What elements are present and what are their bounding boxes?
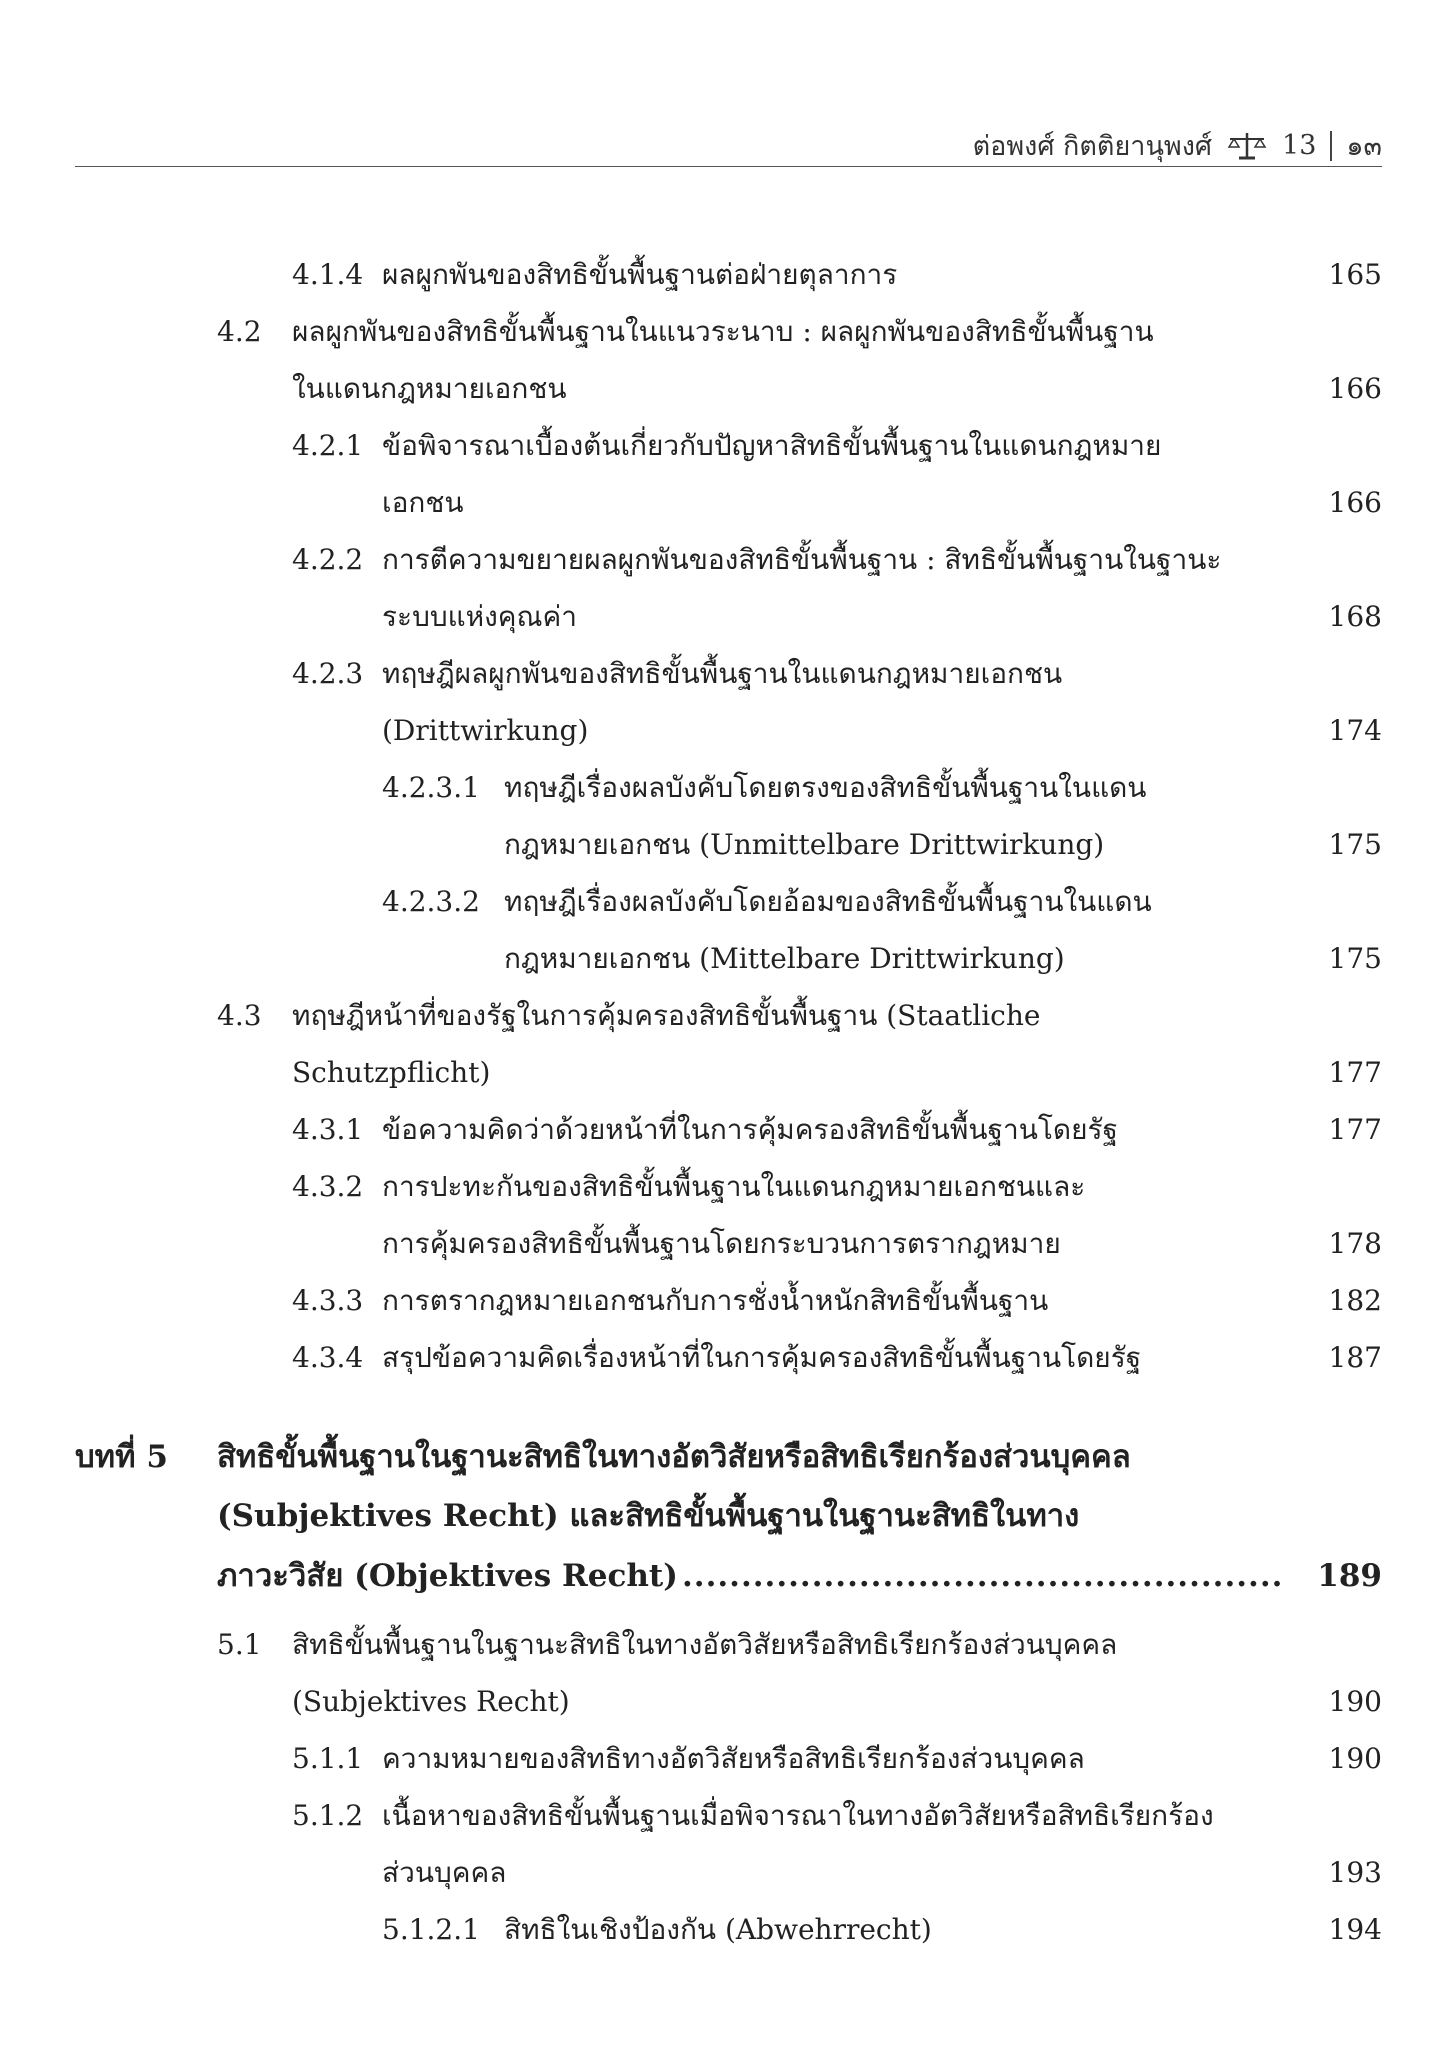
toc-entry-line — [0, 369, 1448, 409]
header-separator — [1330, 131, 1332, 161]
chapter-title: (Subjektives Recht) และสิทธิขั้นพื้นฐานในฐานะสิทธิในทาง — [217, 1498, 1080, 1534]
page-reference: 174 — [1328, 714, 1382, 747]
section-title: ส่วนบุคคล — [382, 1856, 507, 1889]
toc-entry-line — [0, 939, 1448, 979]
header-rule — [75, 166, 1382, 167]
page-reference: 190 — [1328, 1742, 1382, 1775]
toc-entry-line — [0, 426, 1448, 466]
toc-entry-line — [0, 882, 1448, 922]
section-title: ระบบแห่งคุณค่า — [382, 600, 577, 633]
page-reference: 166 — [1328, 486, 1382, 519]
toc-entry-line — [0, 483, 1448, 523]
section-title: (Drittwirkung) — [382, 714, 589, 747]
chapter-heading-line — [0, 1437, 1448, 1477]
section-number: 4.2.2 — [292, 543, 364, 576]
toc-entry-line — [0, 1110, 1448, 1150]
section-title: ข้อความคิดว่าด้วยหน้าที่ในการคุ้มครองสิทธิขั้นพื้นฐานโดยรัฐ — [382, 1113, 1118, 1146]
page-reference: 194 — [1328, 1913, 1382, 1946]
toc-entry-line — [0, 711, 1448, 751]
section-number: 4.1.4 — [292, 258, 364, 291]
toc-entry-line — [0, 1281, 1448, 1321]
section-number: 5.1.1 — [292, 1742, 364, 1775]
section-number: 5.1 — [217, 1628, 262, 1661]
section-title: กฎหมายเอกชน (Mittelbare Drittwirkung) — [504, 942, 1065, 975]
toc-entry-line — [0, 1682, 1448, 1722]
section-number: 4.3.4 — [292, 1341, 364, 1374]
toc-entry-line — [0, 654, 1448, 694]
section-number: 4.2.3.2 — [382, 885, 480, 918]
section-number: 4.3.2 — [292, 1170, 364, 1203]
toc-entry-line — [0, 1910, 1448, 1950]
section-title: ทฤษฎีผลผูกพันของสิทธิขั้นพื้นฐานในแดนกฎหมายเอกชน — [382, 657, 1063, 690]
page-reference: 175 — [1328, 828, 1382, 861]
section-title: ข้อพิจารณาเบื้องต้นเกี่ยวกับปัญหาสิทธิขั้นพื้นฐานในแดนกฎหมาย — [382, 429, 1162, 462]
toc-entry-line — [0, 255, 1448, 295]
section-number: 4.2.3 — [292, 657, 364, 690]
page-reference: 187 — [1328, 1341, 1382, 1374]
section-title: (Subjektives Recht) — [292, 1685, 570, 1718]
author-name: ต่อพงศ์ กิตติยานุพงศ์ — [972, 131, 1213, 162]
section-title: ผลผูกพันของสิทธิขั้นพื้นฐานในแนวระนาบ : ผลผูกพันของสิทธิขั้นพื้นฐาน — [292, 315, 1154, 348]
scales-of-justice-icon — [1226, 131, 1268, 161]
toc-entry-line — [0, 996, 1448, 1036]
page-reference: 190 — [1328, 1685, 1382, 1718]
toc-entry-line — [0, 825, 1448, 865]
toc-entry-line — [0, 1625, 1448, 1665]
chapter-number: บทที่ 5 — [75, 1439, 168, 1475]
page-reference: 166 — [1328, 372, 1382, 405]
section-number: 4.2 — [217, 315, 262, 348]
running-header — [973, 124, 1382, 167]
page-reference: 182 — [1328, 1284, 1382, 1317]
toc-entry-line — [0, 597, 1448, 637]
page-reference: 175 — [1328, 942, 1382, 975]
section-title: การคุ้มครองสิทธิขั้นพื้นฐานโดยกระบวนการตรากฎหมาย — [382, 1227, 1061, 1260]
section-number: 4.3 — [217, 999, 262, 1032]
section-title: เอกชน — [382, 486, 464, 519]
toc-entry-line — [0, 1739, 1448, 1779]
page-reference: 177 — [1328, 1113, 1382, 1146]
chapter-title: สิทธิขั้นพื้นฐานในฐานะสิทธิในทางอัตวิสัยหรือสิทธิเรียกร้องส่วนบุคคล — [217, 1439, 1131, 1475]
toc-entry-line — [0, 768, 1448, 808]
section-number: 4.2.1 — [292, 429, 364, 462]
section-title: ทฤษฎีเรื่องผลบังคับโดยตรงของสิทธิขั้นพื้นฐานในแดน — [504, 771, 1147, 804]
toc-entry-line — [0, 540, 1448, 580]
chapter-title: ภาวะวิสัย (Objektives Recht) — [217, 1558, 678, 1594]
section-title: ในแดนกฎหมายเอกชน — [292, 372, 567, 405]
toc-entry-line — [0, 1853, 1448, 1893]
chapter-page-reference: 189 — [1317, 1558, 1382, 1594]
section-title: การตรากฎหมายเอกชนกับการชั่งน้ำหนักสิทธิขั้นพื้นฐาน — [382, 1284, 1049, 1317]
section-title: ผลผูกพันของสิทธิขั้นพื้นฐานต่อฝ่ายตุลาการ — [382, 258, 898, 291]
section-title: ความหมายของสิทธิทางอัตวิสัยหรือสิทธิเรียกร้องส่วนบุคคล — [382, 1742, 1085, 1775]
section-title: การตีความขยายผลผูกพันของสิทธิขั้นพื้นฐาน : สิทธิขั้นพื้นฐานในฐานะ — [382, 543, 1222, 576]
page-reference: 193 — [1328, 1856, 1382, 1889]
page-reference: 178 — [1328, 1227, 1382, 1260]
page-number-thai: ๑๓ — [1346, 131, 1382, 162]
toc-entry-line — [0, 1338, 1448, 1378]
section-number: 5.1.2 — [292, 1799, 364, 1832]
section-title: ทฤษฎีหน้าที่ของรัฐในการคุ้มครองสิทธิขั้นพื้นฐาน (Staatliche — [292, 999, 1041, 1032]
section-title: การปะทะกันของสิทธิขั้นพื้นฐานในแดนกฎหมายเอกชนและ — [382, 1170, 1086, 1203]
section-number: 4.3.1 — [292, 1113, 364, 1146]
page-number: 13 — [1282, 130, 1317, 161]
toc-entry-line — [0, 1053, 1448, 1093]
chapter-heading-line — [0, 1556, 1448, 1596]
toc-entry-line — [0, 312, 1448, 352]
section-title: กฎหมายเอกชน (Unmittelbare Drittwirkung) — [504, 828, 1105, 861]
toc-entry-line — [0, 1224, 1448, 1264]
section-title: Schutzpflicht) — [292, 1056, 491, 1089]
page-reference: 168 — [1328, 600, 1382, 633]
section-title: ทฤษฎีเรื่องผลบังคับโดยอ้อมของสิทธิขั้นพื้นฐานในแดน — [504, 885, 1152, 918]
section-title: สรุปข้อความคิดเรื่องหน้าที่ในการคุ้มครองสิทธิขั้นพื้นฐานโดยรัฐ — [382, 1341, 1142, 1374]
section-title: สิทธิในเชิงป้องกัน (Abwehrrecht) — [504, 1913, 932, 1946]
section-number: 4.3.3 — [292, 1284, 364, 1317]
toc-entry-line — [0, 1796, 1448, 1836]
section-number: 4.2.3.1 — [382, 771, 480, 804]
section-number: 5.1.2.1 — [382, 1913, 480, 1946]
toc-entry-line — [0, 1167, 1448, 1207]
dot-leader: ................................................... — [682, 1558, 1284, 1594]
page-reference: 177 — [1328, 1056, 1382, 1089]
page-reference: 165 — [1328, 258, 1382, 291]
section-title: สิทธิขั้นพื้นฐานในฐานะสิทธิในทางอัตวิสัยหรือสิทธิเรียกร้องส่วนบุคคล — [292, 1628, 1118, 1661]
section-title: เนื้อหาของสิทธิขั้นพื้นฐานเมื่อพิจารณาในทางอัตวิสัยหรือสิทธิเรียกร้อง — [382, 1799, 1214, 1832]
chapter-heading-line — [0, 1496, 1448, 1536]
